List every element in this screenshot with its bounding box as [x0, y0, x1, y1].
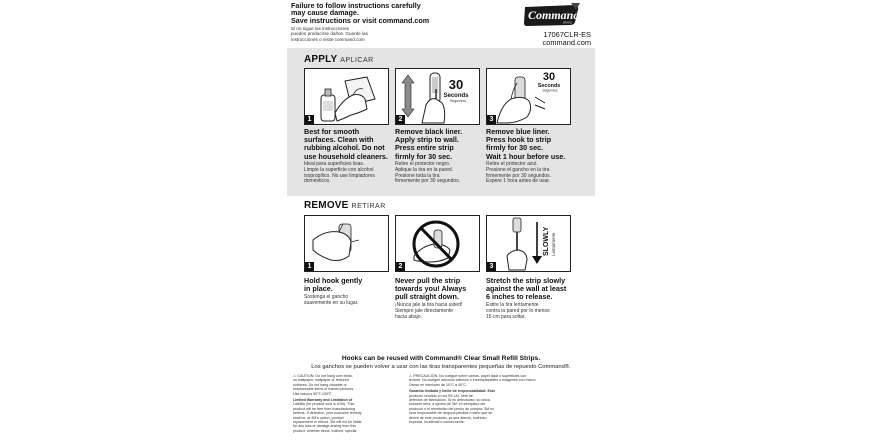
hand-icon	[497, 83, 531, 123]
step-line: rubbing alcohol. Do not	[304, 143, 385, 153]
step-number-badge: 2	[396, 262, 405, 271]
brand-name: Command	[528, 8, 580, 22]
fine-line: será responsable de ninguna pérdida o daño que se	[409, 411, 493, 416]
timer-unit-es: Segundos	[449, 99, 467, 103]
step-line-es: Aplique la tira en la pared.	[395, 166, 454, 173]
step-number-badge: 2	[396, 115, 405, 124]
fine-line: replacement or refund. 3M will not be liable	[293, 420, 362, 425]
step-line: Press entire strip	[395, 143, 454, 153]
step-line-es: domésticos.	[304, 178, 331, 185]
fine-line: irreplaceable items or framed pictures.	[293, 387, 355, 392]
apply-section	[287, 48, 595, 196]
fine-line: product, whether direct, indirect, special,	[293, 428, 358, 433]
remove-title-es: RETIRAR	[351, 203, 386, 210]
step-line-es: isopropílico. No use limpiadores	[304, 172, 375, 179]
step-line: Remove black liner.	[395, 127, 463, 136]
remove-title-en: REMOVE	[304, 200, 349, 211]
step-line-es: 15 cm para soltar.	[486, 313, 526, 320]
warning-text-es	[291, 26, 451, 42]
step-number-badge: 3	[487, 262, 496, 271]
step-line-es: Espere 1 hora antes de usar.	[486, 178, 551, 185]
fine-print-left	[293, 374, 405, 433]
apply-step-3-text-es	[486, 162, 578, 185]
apply-step-2-text-es	[395, 162, 487, 185]
alcohol-bottle-icon	[321, 89, 335, 121]
instruction-sheet	[287, 0, 595, 441]
warning-line-es: Si no sigue las instrucciones	[291, 26, 349, 31]
fine-line: on wallpaper, wallpaper or textured	[293, 378, 349, 383]
step-line-es: Presione toda la tira	[395, 172, 440, 179]
product-code-block	[515, 31, 591, 46]
timer-unit: Seconds	[537, 83, 561, 89]
fine-print-right	[409, 374, 591, 424]
timer-value: 30	[542, 71, 556, 83]
reuse-note-es: Los ganchos se pueden volver a usar con las tiras transparentes pequeñas de repuesto Command®.	[311, 364, 571, 370]
fine-line: surfaces. Do not hang valuable or	[293, 382, 347, 387]
step-line-es: hacia abajo.	[395, 313, 422, 320]
fine-line: defectos de fabricación. Si es defectuoso, su única	[409, 398, 490, 403]
remove-step-1-illustration	[304, 215, 389, 272]
remove-step-2-text-es	[395, 303, 487, 320]
apply-step-2-text	[395, 128, 485, 161]
up-down-arrow-icon	[402, 75, 414, 117]
slowly-label-es: Lentamente	[551, 232, 556, 256]
fine-line: especial, incidental o consecuente.	[409, 420, 465, 425]
fine-line: derive de este producto, ya sea directo, indirecto,	[409, 415, 488, 420]
fine-line: solución será, a opción de 3M, el reemplazo del	[409, 402, 486, 407]
warning-line: Save instructions or visit command.com	[291, 15, 430, 25]
step-line: 6 inches to release.	[486, 292, 553, 302]
timer-unit-es: Segundos	[542, 88, 558, 93]
fine-line: Garantía limitada y límite de responsabilidad: Este	[409, 389, 496, 394]
step-line: Stretch the strip slowly	[486, 276, 566, 285]
apply-title-es: APLICAR	[340, 57, 374, 64]
fine-line: ⚠ CAUTION: Do not hang over beds,	[293, 374, 353, 378]
slowly-label: SLOWLY	[543, 226, 550, 256]
press-arrows-icon	[535, 97, 545, 109]
step-line: pull straight down.	[395, 292, 459, 302]
step-line-es: Limpie la superficie con alcohol	[304, 166, 374, 173]
step-line: Never pull the strip	[395, 276, 461, 285]
step-line-es: contra la pared por lo menos	[486, 307, 550, 314]
apply-step-1-text	[304, 128, 394, 161]
remove-title	[304, 200, 386, 211]
apply-step-3-text	[486, 128, 586, 161]
timer-value: 30	[448, 77, 464, 92]
fine-line: producto vendido en los EE.UU. libre de	[409, 393, 473, 398]
fine-line: textura. No cuelgue artículos valiosos o irreemplazables o imágenes con marco.	[409, 378, 537, 383]
step-number-badge: 3	[487, 115, 496, 124]
step-line: Wait 1 hour before use.	[486, 151, 566, 161]
apply-step-1-illustration	[304, 68, 389, 125]
fine-line: producto o el reembolso del precio de compra. 3M no	[409, 406, 495, 411]
step-line-es: Sostenga el gancho	[304, 294, 349, 300]
step-number-badge: 1	[305, 115, 314, 124]
hand-icon	[507, 250, 527, 270]
fine-line: Úsese en interiores de 10°C a 40°C.	[409, 382, 468, 387]
step-line-es: Ideal para superficies lisas.	[304, 161, 365, 167]
command-logo	[523, 2, 581, 28]
step-line: Apply strip to wall.	[395, 135, 459, 145]
warning-line-es: pueden producirse daños. Guarde las	[291, 31, 368, 37]
apply-title-en: APPLY	[304, 54, 338, 65]
remove-step-1-text-es	[304, 295, 396, 307]
fine-line: defects. If defective, your exclusive remedy	[293, 411, 362, 416]
warning-line: Failure to follow instructions carefully	[291, 1, 421, 10]
remove-step-3-text	[486, 277, 586, 302]
apply-step-1-text-es	[304, 162, 396, 185]
product-code: 17067CLR-ES	[543, 30, 591, 39]
step-line: use household cleaners.	[304, 151, 388, 161]
timer-unit: Seconds	[443, 93, 469, 99]
fine-line: product will be free from manufacturing	[293, 406, 356, 411]
timer-icon	[443, 77, 469, 103]
remove-step-3-text-es	[486, 303, 578, 320]
step-number-badge: 1	[305, 262, 314, 271]
step-line: in place.	[304, 284, 333, 294]
step-line-es: Siempre jale directamente	[395, 307, 454, 314]
reuse-note: Hooks can be reused with Command® Clear Small Refill Strips.	[341, 355, 541, 362]
step-line-es: firmemente por 30 segundos.	[486, 172, 552, 179]
down-arrow-icon	[532, 222, 542, 264]
step-line: Best for smooth	[304, 127, 360, 136]
warning-text	[291, 2, 491, 24]
step-line: Remove blue liner.	[486, 127, 550, 136]
website: command.com	[542, 37, 591, 47]
step-line: surfaces. Clean with	[304, 135, 374, 145]
step-line-es: Estire la tira lentamente	[486, 302, 539, 308]
step-line-es: Presione el gancho en la tira	[486, 166, 550, 173]
step-line: firmly for 30 sec.	[395, 151, 453, 161]
step-line-es: Retire el protector azul.	[486, 161, 538, 167]
remove-step-1-text	[304, 277, 394, 293]
apply-step-2-illustration	[395, 68, 480, 125]
step-line: against the wall at least	[486, 284, 567, 294]
fine-line: shall be, at 3M's option, product	[293, 415, 344, 420]
warning-line: may cause damage.	[291, 8, 359, 18]
step-line-es: Retire el protector negro.	[395, 161, 451, 167]
hand-icon	[313, 224, 359, 261]
apply-title	[304, 54, 374, 65]
timer-icon	[538, 71, 560, 93]
step-line: Hold hook gently	[304, 276, 363, 285]
remove-step-3-illustration	[486, 215, 571, 272]
apply-step-3-illustration	[486, 68, 571, 125]
fine-line: Liability (for product sold in USA): This	[293, 402, 355, 407]
step-line: towards you! Always	[395, 284, 467, 294]
fine-line: for any loss or damage arising from this	[293, 424, 356, 429]
step-line-es: suavemente en su lugar.	[304, 299, 359, 306]
fine-line: Use indoors 50°F-105°F.	[293, 391, 333, 396]
step-line-es: ¡Nunca jale la tira hacia usted!	[395, 302, 463, 308]
warning-line-es: instrucciones o visite command.com	[291, 36, 365, 42]
step-line-es: firmemente por 30 segundos.	[395, 178, 461, 185]
remove-step-2-illustration	[395, 215, 480, 272]
step-line: firmly for 30 sec.	[486, 143, 544, 153]
brand-sub: BRAND	[563, 21, 573, 25]
fine-line: ⚠ PRECAUCIÓN: No cuelgue sobre camas, papel tapiz o superficies con	[409, 374, 527, 378]
remove-step-2-text	[395, 277, 485, 302]
step-line: Press hook to strip	[486, 135, 552, 145]
fine-line: Limited Warranty and Limitation of	[293, 398, 353, 403]
